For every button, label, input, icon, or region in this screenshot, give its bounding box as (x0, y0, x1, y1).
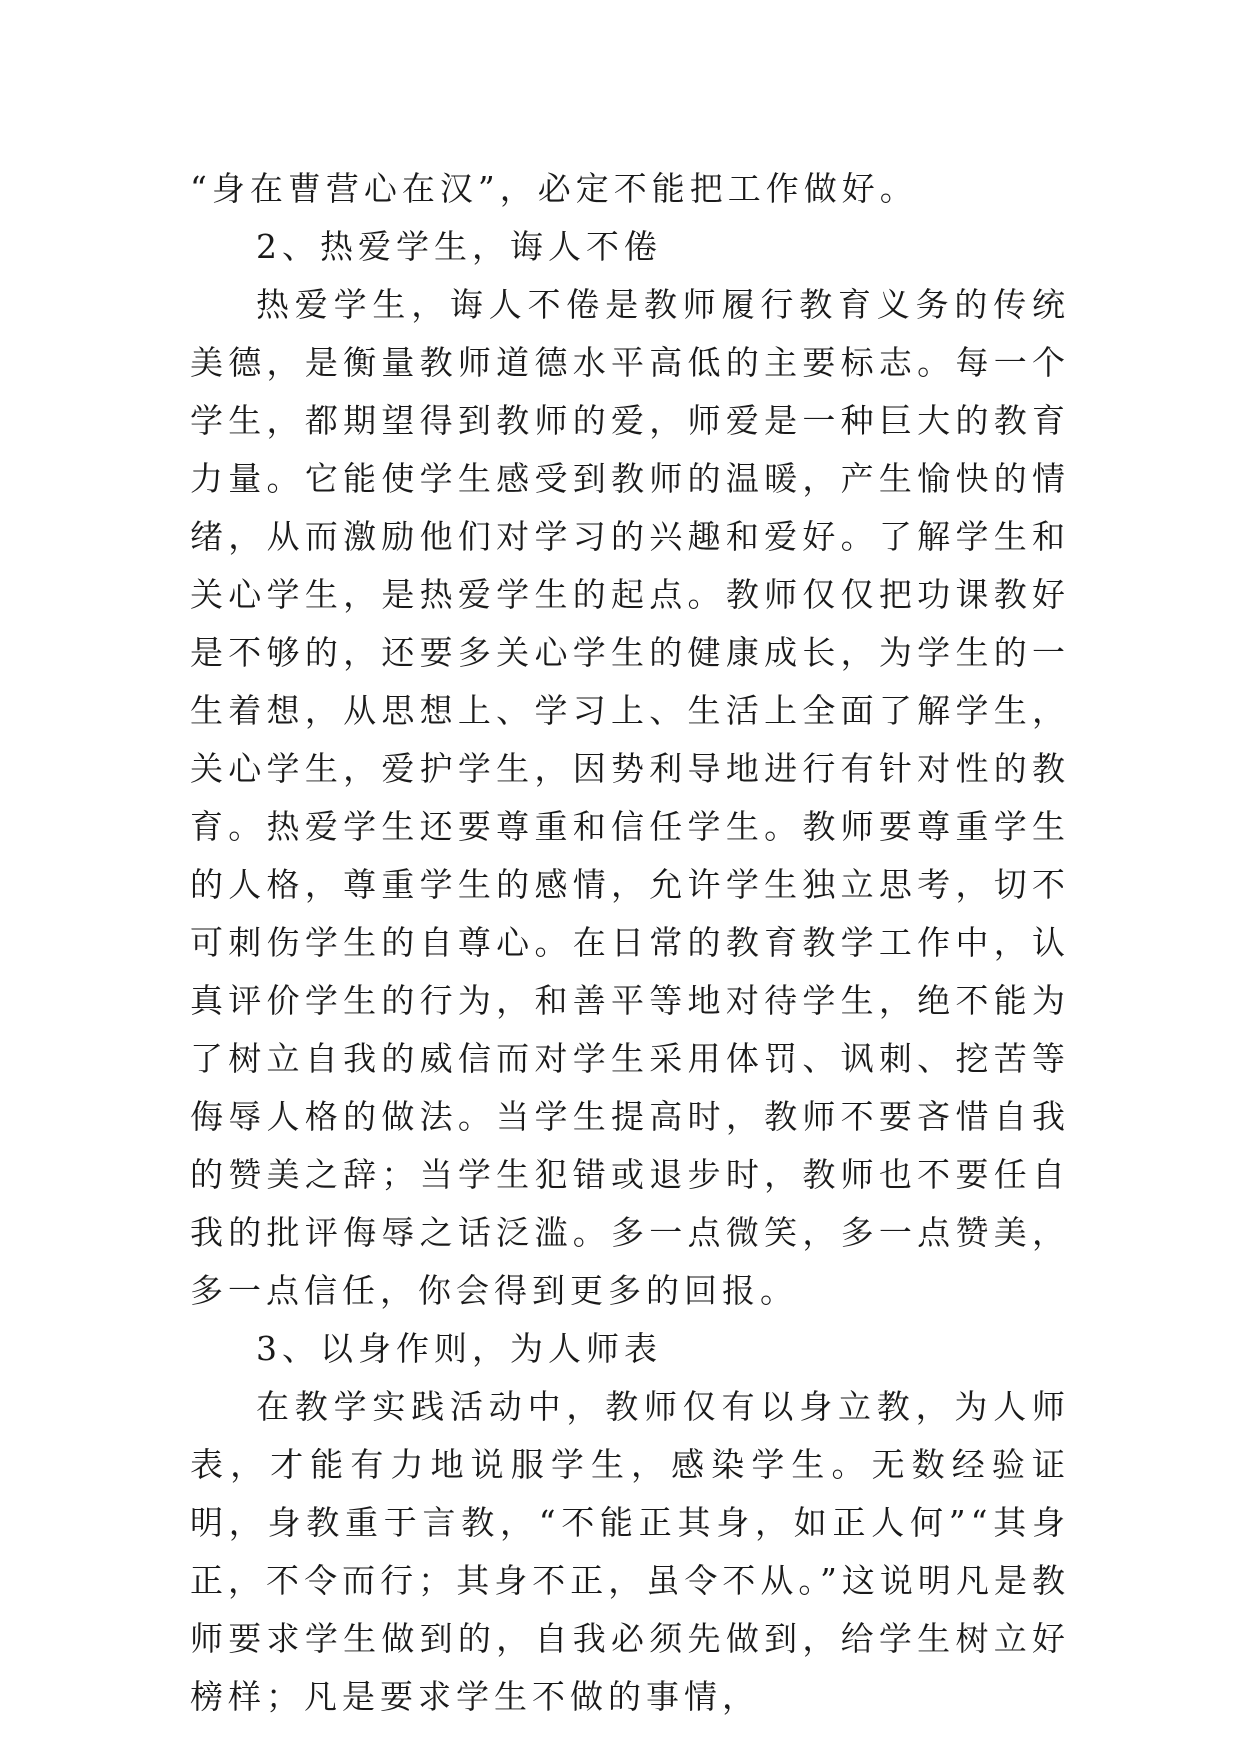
paragraph-lead-by-example: 在教学实践活动中，教师仅有以身立教，为人师表，才能有力地说服学生，感染学生。无数经验证明，身教重于言教，“不能正其身，如正人何”“其身正，不令而行；其身不正，虽令不从。”这说明凡是教师要求学生做到的，自我必须先做到，给学生树立好榜样；凡是要求学生不做的事情， (190, 1387, 1070, 1716)
paragraph-continuation: “身在曹营心在汉”，必定不能把工作做好。 (190, 169, 918, 208)
document-body (190, 160, 1070, 1726)
section-heading-3: 3、以身作则，为人师表 (256, 1329, 662, 1368)
section-heading-2: 2、热爱学生，诲人不倦 (256, 227, 662, 266)
paragraph-love-students: 热爱学生，诲人不倦是教师履行教育义务的传统美德，是衡量教师道德水平高低的主要标志。每一个学生，都期望得到教师的爱，师爱是一种巨大的教育力量。它能使学生感受到教师的温暖，产生愉快的情绪，从而激励他们对学习的兴趣和爱好。了解学生和关心学生，是热爱学生的起点。教师仅仅把功课教好是不够的，还要多关心学生的健康成长，为学生的一生着想，从思想上、学习上、生活上全面了解学生，关心学生，爱护学生，因势利导地进行有针对性的教育。热爱学生还要尊重和信任学生。教师要尊重学生的人格，尊重学生的感情，允许学生独立思考，切不可刺伤学生的自尊心。在日常的教育教学工作中，认真评价学生的行为，和善平等地对待学生，绝不能为了树立自我的威信而对学生采用体罚、讽刺、挖苦等侮辱人格的做法。当学生提高时，教师不要吝惜自我的赞美之辞；当学生犯错或退步时，教师也不要任自我的批评侮辱之话泛滥。多一点微笑，多一点赞美，多一点信任，你会得到更多的回报。 (190, 285, 1070, 1310)
